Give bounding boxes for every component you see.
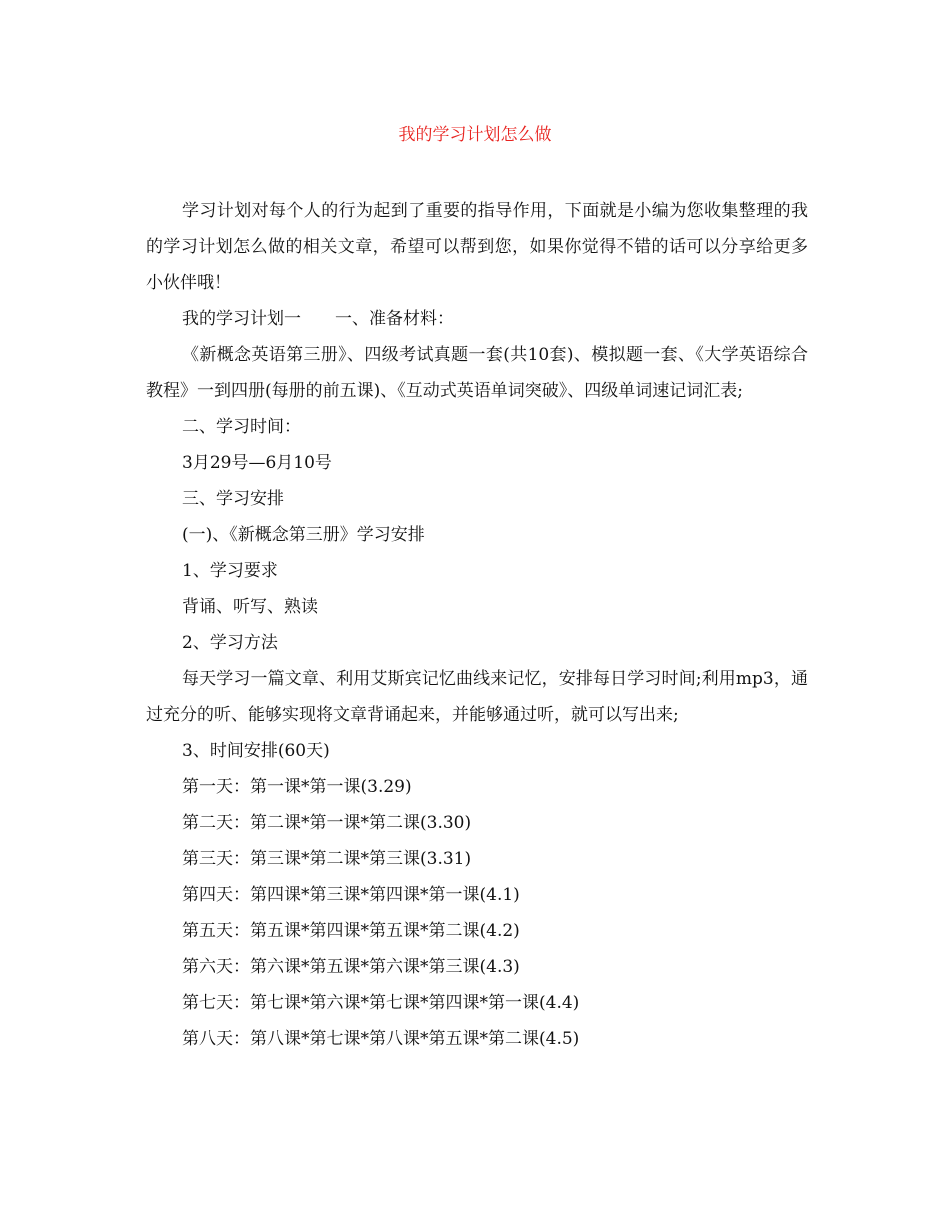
- paragraph: 第五天：第五课*第四课*第五课*第二课(4.2): [182, 921, 520, 941]
- paragraph: 第六天：第六课*第五课*第六课*第三课(4.3): [182, 957, 520, 977]
- paragraph: 2、学习方法: [182, 633, 278, 653]
- paragraph: 我的学习计划一 一、准备材料：: [182, 309, 454, 329]
- paragraph: 《新概念英语第三册》、四级考试真题一套(共10套)、模拟题一套、《大学英语综合教程》一到四册(每册的前五课)、《互动式英语单词突破》、四级单词速记词汇表;: [146, 345, 808, 401]
- paragraph: 3月29号—6月10号: [182, 453, 332, 473]
- paragraph: 第八天：第八课*第七课*第八课*第五课*第二课(4.5): [182, 1029, 580, 1049]
- paragraph: 三、学习安排: [182, 489, 284, 509]
- paragraph: 3、时间安排(60天): [182, 741, 330, 761]
- paragraph: 第二天：第二课*第一课*第二课(3.30): [182, 813, 472, 833]
- paragraph: 第一天：第一课*第一课(3.29): [182, 777, 412, 797]
- paragraph: 学习计划对每个人的行为起到了重要的指导作用，下面就是小编为您收集整理的我的学习计划怎么做的相关文章，希望可以帮到您，如果你觉得不错的话可以分享给更多小伙伴哦！: [146, 201, 808, 293]
- paragraph: 1、学习要求: [182, 561, 278, 581]
- paragraph: 第四天：第四课*第三课*第四课*第一课(4.1): [182, 885, 520, 905]
- document-body: [146, 193, 808, 1057]
- document-title: 我的学习计划怎么做: [398, 125, 552, 145]
- paragraph: (一)、《新概念第三册》学习安排: [182, 525, 425, 545]
- paragraph: 背诵、听写、熟读: [182, 597, 318, 617]
- paragraph: 第七天：第七课*第六课*第七课*第四课*第一课(4.4): [182, 993, 580, 1013]
- paragraph: 第三天：第三课*第二课*第三课(3.31): [182, 849, 472, 869]
- paragraph: 二、学习时间：: [182, 417, 301, 437]
- paragraph: 每天学习一篇文章、利用艾斯宾记忆曲线来记忆，安排每日学习时间;利用mp3，通过充分的听、能够实现将文章背诵起来，并能够通过听，就可以写出来;: [146, 669, 808, 725]
